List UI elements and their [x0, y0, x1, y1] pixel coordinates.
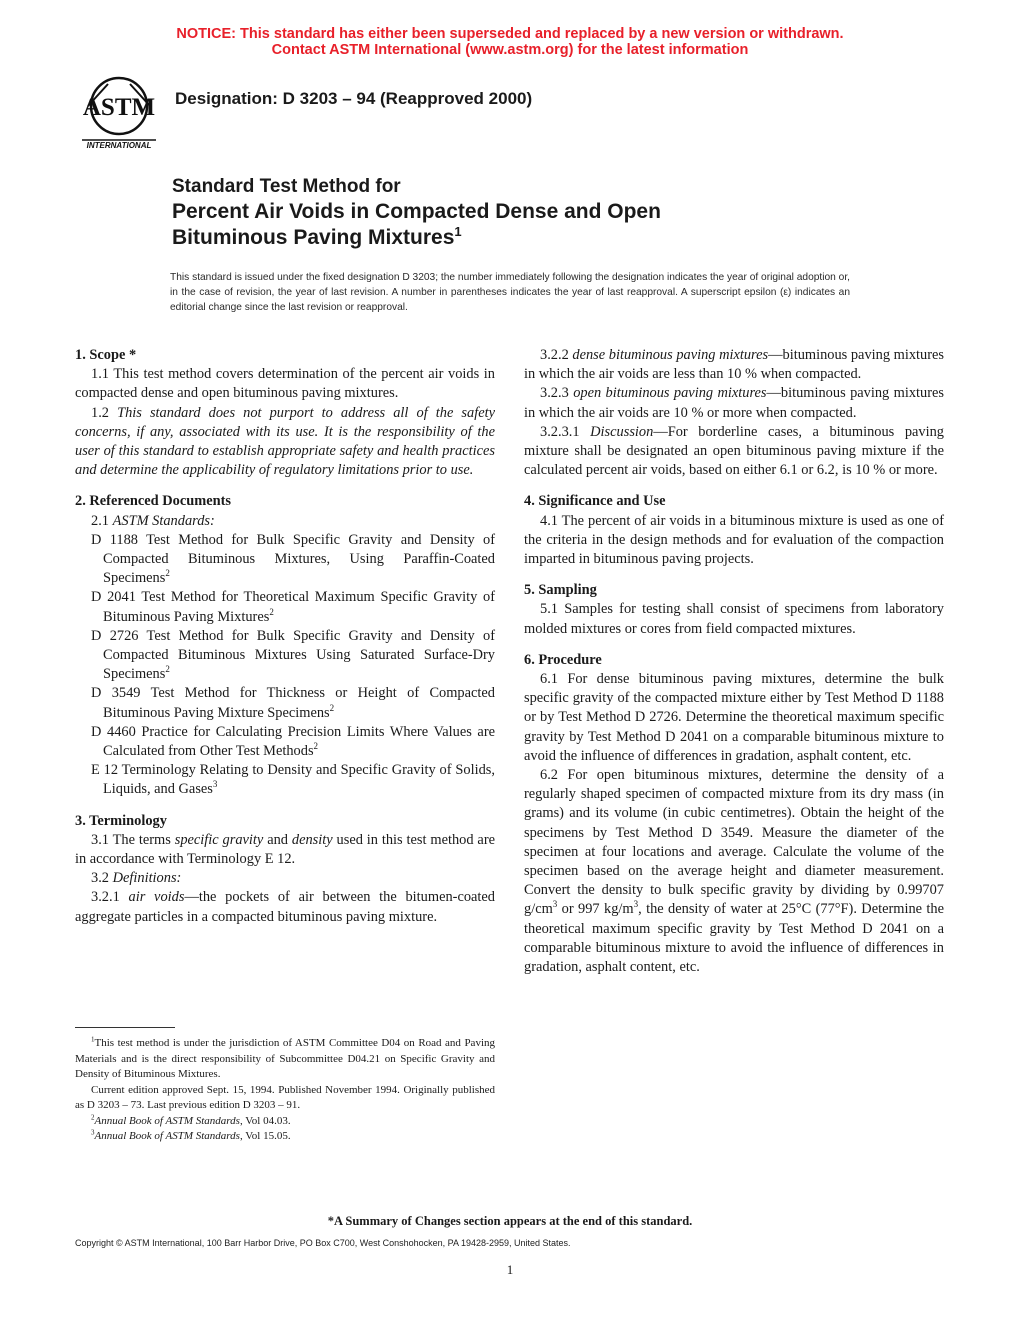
section-heading-referenced-documents: 2. Referenced Documents: [75, 493, 231, 510]
summary-of-changes-note: *A Summary of Changes section appears at the end of this standard.: [327, 1214, 693, 1228]
term: Discussion: [590, 423, 654, 440]
reference-item: [75, 588, 495, 626]
text-run: 6.2 For open bituminous mixtures, determine the density of a regularly shaped specimen of compacted mixture from its dry mass (in grams) and its volume (in cubic centimetres). Obtain the height of the specimens by Test Method D 3549. Measure the diameter of the specimen at four locations and average. Calculate the volume of the specimen based on the average height and diameter measurement. Convert the density to bulk specific gravity by dividing by 0.99707 g/cm: [524, 767, 944, 918]
exponent: 3: [552, 899, 558, 910]
term: density: [291, 831, 333, 848]
discussion-text: —For borderline cases, a bituminous paving mixture shall be designated an open bituminous paving mixture if the calculated percent air voids, based on either 6.1 or 6.2, is 10 % or more.: [524, 423, 944, 479]
section-heading-scope: 1. Scope *: [75, 347, 137, 363]
footnote-text: This test method is under the jurisdiction of ASTM Committee D04 on Road and Paving Materials and is the direct responsibility of Subcommittee D04.21 on Specific Gravity and Density of Bituminous Mixtures.: [75, 1037, 495, 1080]
astm-logo: [78, 74, 160, 152]
reference-item: [75, 531, 495, 589]
footnote-mark: 1: [91, 1035, 95, 1044]
footnote-text: Annual Book of ASTM Standards: [94, 1130, 240, 1142]
safety-statement: This standard does not purport to address all of the safety concerns, if any, associated with its use. It is the responsibility of the user of this standard to establish appropriate safety and health practices and determine the applicability of regulatory limitations prior to use.: [75, 404, 495, 479]
edition-note: Current edition approved Sept. 15, 1994. Published November 1994. Originally published as D 3203 – 73. Last previous edition D 3203 – 91.: [75, 1083, 495, 1111]
paragraph-3-2-2: [524, 346, 944, 384]
exponent: 3: [633, 899, 639, 910]
footnote-volume: , Vol 15.05.: [239, 1130, 291, 1142]
text-run: used in this test method are in accordance with Terminology E 12.: [75, 831, 496, 868]
reference-item: [75, 761, 495, 799]
text-run: or 997 kg/m: [557, 901, 634, 918]
document-title: [172, 175, 661, 251]
reference-text: D 4460 Practice for Calculating Precision Limits Where Values are Calculated from Other Test Methods: [91, 723, 495, 760]
footnote-text: Annual Book of ASTM Standards: [94, 1114, 240, 1127]
reference-text: D 3549 Test Method for Thickness or Height of Compacted Bituminous Paving Mixture Specimens: [91, 685, 495, 721]
section-heading-procedure: 6. Procedure: [524, 651, 602, 668]
paragraph-4-1: 4.1 The percent of air voids in a bituminous mixture is used as one of the criteria in the design methods and for evaluation of the compaction imparted in bituminous paving projects.: [524, 512, 944, 568]
astm-standards-label: ASTM Standards:: [112, 512, 215, 529]
designation: Designation: D 3203 – 94 (Reapproved 2000): [175, 89, 533, 108]
text-run: , the density of water at 25°C (77°F). Determine the theoretical maximum specific gravity by Test Method D 2041 on a comparable bituminous mixture to avoid the influence of differences in gradation, asphalt content, etc.: [524, 901, 944, 976]
para-number: 3.2: [91, 870, 113, 887]
paragraph-2-1: [75, 512, 495, 531]
footnote-2: [75, 1114, 495, 1130]
paragraph-1-2: [75, 404, 495, 481]
logo-subtext: INTERNATIONAL: [86, 141, 152, 150]
reference-note: 2: [313, 741, 319, 752]
title-line-1: Standard Test Method for: [172, 176, 401, 197]
notice-line-1: NOTICE: This standard has either been superseded and replaced by a new version or withdrawn.: [176, 26, 844, 42]
reference-text: D 2726 Test Method for Bulk Specific Gravity and Density of Compacted Bituminous Mixtures Using Saturated Surface-Dry Specimens: [91, 627, 495, 683]
text-run: and: [263, 831, 292, 848]
footnote-volume: , Vol 04.03.: [239, 1114, 291, 1127]
reference-text: D 1188 Test Method for Bulk Specific Gravity and Density of Compacted Bituminous Mixtures, Using Paraffin-Coated Specimens: [91, 531, 495, 587]
paragraph-3-2: [75, 869, 495, 888]
reference-text: E 12 Terminology Relating to Density and Specific Gravity of Solids, Liquids, and Gases: [91, 762, 495, 798]
term: specific gravity: [174, 831, 264, 848]
paragraph-3-2-1: [75, 888, 495, 926]
paragraph-1-1: 1.1 This test method covers determination of the percent air voids in compacted dense and open bituminous paving mixtures.: [75, 366, 495, 402]
title-line-2: Percent Air Voids in Compacted Dense and Open: [172, 200, 661, 223]
left-column: [75, 346, 495, 927]
term: open bituminous paving mixtures: [573, 385, 767, 402]
reference-item: [75, 723, 495, 761]
footnote-3: [75, 1129, 495, 1145]
paragraph-3-2-3: [524, 384, 944, 422]
definition-text: —the pockets of air between the bitumen-coated aggregate particles in a compacted bituminous paving mixture.: [75, 889, 495, 925]
section-heading-sampling: 5. Sampling: [524, 582, 597, 599]
definition-text: —bituminous paving mixtures in which the air voids are 10 % or more when compacted.: [524, 385, 944, 421]
reference-note: 2: [329, 702, 335, 713]
notice-line-2: Contact ASTM International (www.astm.org) for the latest information: [271, 42, 749, 58]
reference-note: 2: [165, 568, 170, 579]
reference-item: [75, 684, 495, 722]
para-number: 1.2: [91, 404, 118, 421]
footnotes: [75, 1036, 495, 1145]
definitions-label: Definitions:: [112, 870, 182, 887]
reference-note: 2: [165, 664, 170, 675]
footnote-mark: 3: [91, 1128, 95, 1137]
reference-item: [75, 627, 495, 685]
para-number: 3.2.3: [540, 385, 574, 402]
paragraph-5-1: 5.1 Samples for testing shall consist of specimens from laboratory molded mixtures or cores from field compacted mixtures.: [524, 601, 944, 637]
preamble: This standard is issued under the fixed designation D 3203; the number immediately following the designation indicates the year of original adoption or, in the case of revision, the year of last revision. A number in parentheses indicates the year of last reapproval. A superscript epsilon (ε) indicates an editorial change since the last revision or reapproval.: [170, 272, 850, 313]
text-run: 3.1 The terms: [91, 831, 175, 848]
title-footnote-ref: 1: [454, 224, 462, 239]
page-number: 1: [506, 1262, 514, 1277]
section-heading-terminology: 3. Terminology: [75, 812, 167, 829]
term: dense bituminous paving mixtures: [572, 347, 769, 363]
footnote-1: [75, 1036, 495, 1083]
para-number: 3.2.3.1: [540, 423, 591, 440]
reference-text: D 2041 Test Method for Theoretical Maximum Specific Gravity of Bituminous Paving Mixtures: [91, 589, 495, 625]
right-column: [524, 346, 944, 977]
paragraph-3-2-3-1: [524, 423, 944, 481]
paragraph-6-2: [524, 766, 944, 977]
copyright: Copyright © ASTM International, 100 Barr Harbor Drive, PO Box C700, West Conshohocken, PA 19428-2959, United States.: [75, 1238, 571, 1248]
footnote-rule: [75, 1027, 175, 1028]
paragraph-3-1: [75, 831, 495, 869]
reference-note: 3: [212, 779, 218, 790]
title-line-3: [172, 225, 661, 251]
definition-text: —bituminous paving mixtures in which the air voids are less than 10 % when compacted.: [524, 347, 944, 383]
title-line-3-text: Bituminous Paving Mixtures: [172, 226, 455, 249]
footnote-mark: 2: [91, 1112, 95, 1121]
paragraph-6-1: 6.1 For dense bituminous paving mixtures, determine the bulk specific gravity of the compacted mixture either by Test Method D 1188 or by Test Method D 2726. Determine the theoretical maximum specific gravity by Test Method D 2041 on a comparable bituminous mixture to avoid the influence of differences in gradation, asphalt content, etc.: [524, 671, 944, 764]
reference-note: 2: [269, 606, 274, 617]
logo-text: ASTM: [82, 94, 156, 121]
withdrawal-notice: [0, 26, 1020, 58]
section-heading-significance: 4. Significance and Use: [524, 493, 666, 510]
term: air voids: [128, 889, 185, 906]
para-number: 3.2.2: [540, 347, 573, 363]
para-number: 2.1: [91, 512, 113, 529]
para-number: 3.2.1: [91, 889, 129, 906]
